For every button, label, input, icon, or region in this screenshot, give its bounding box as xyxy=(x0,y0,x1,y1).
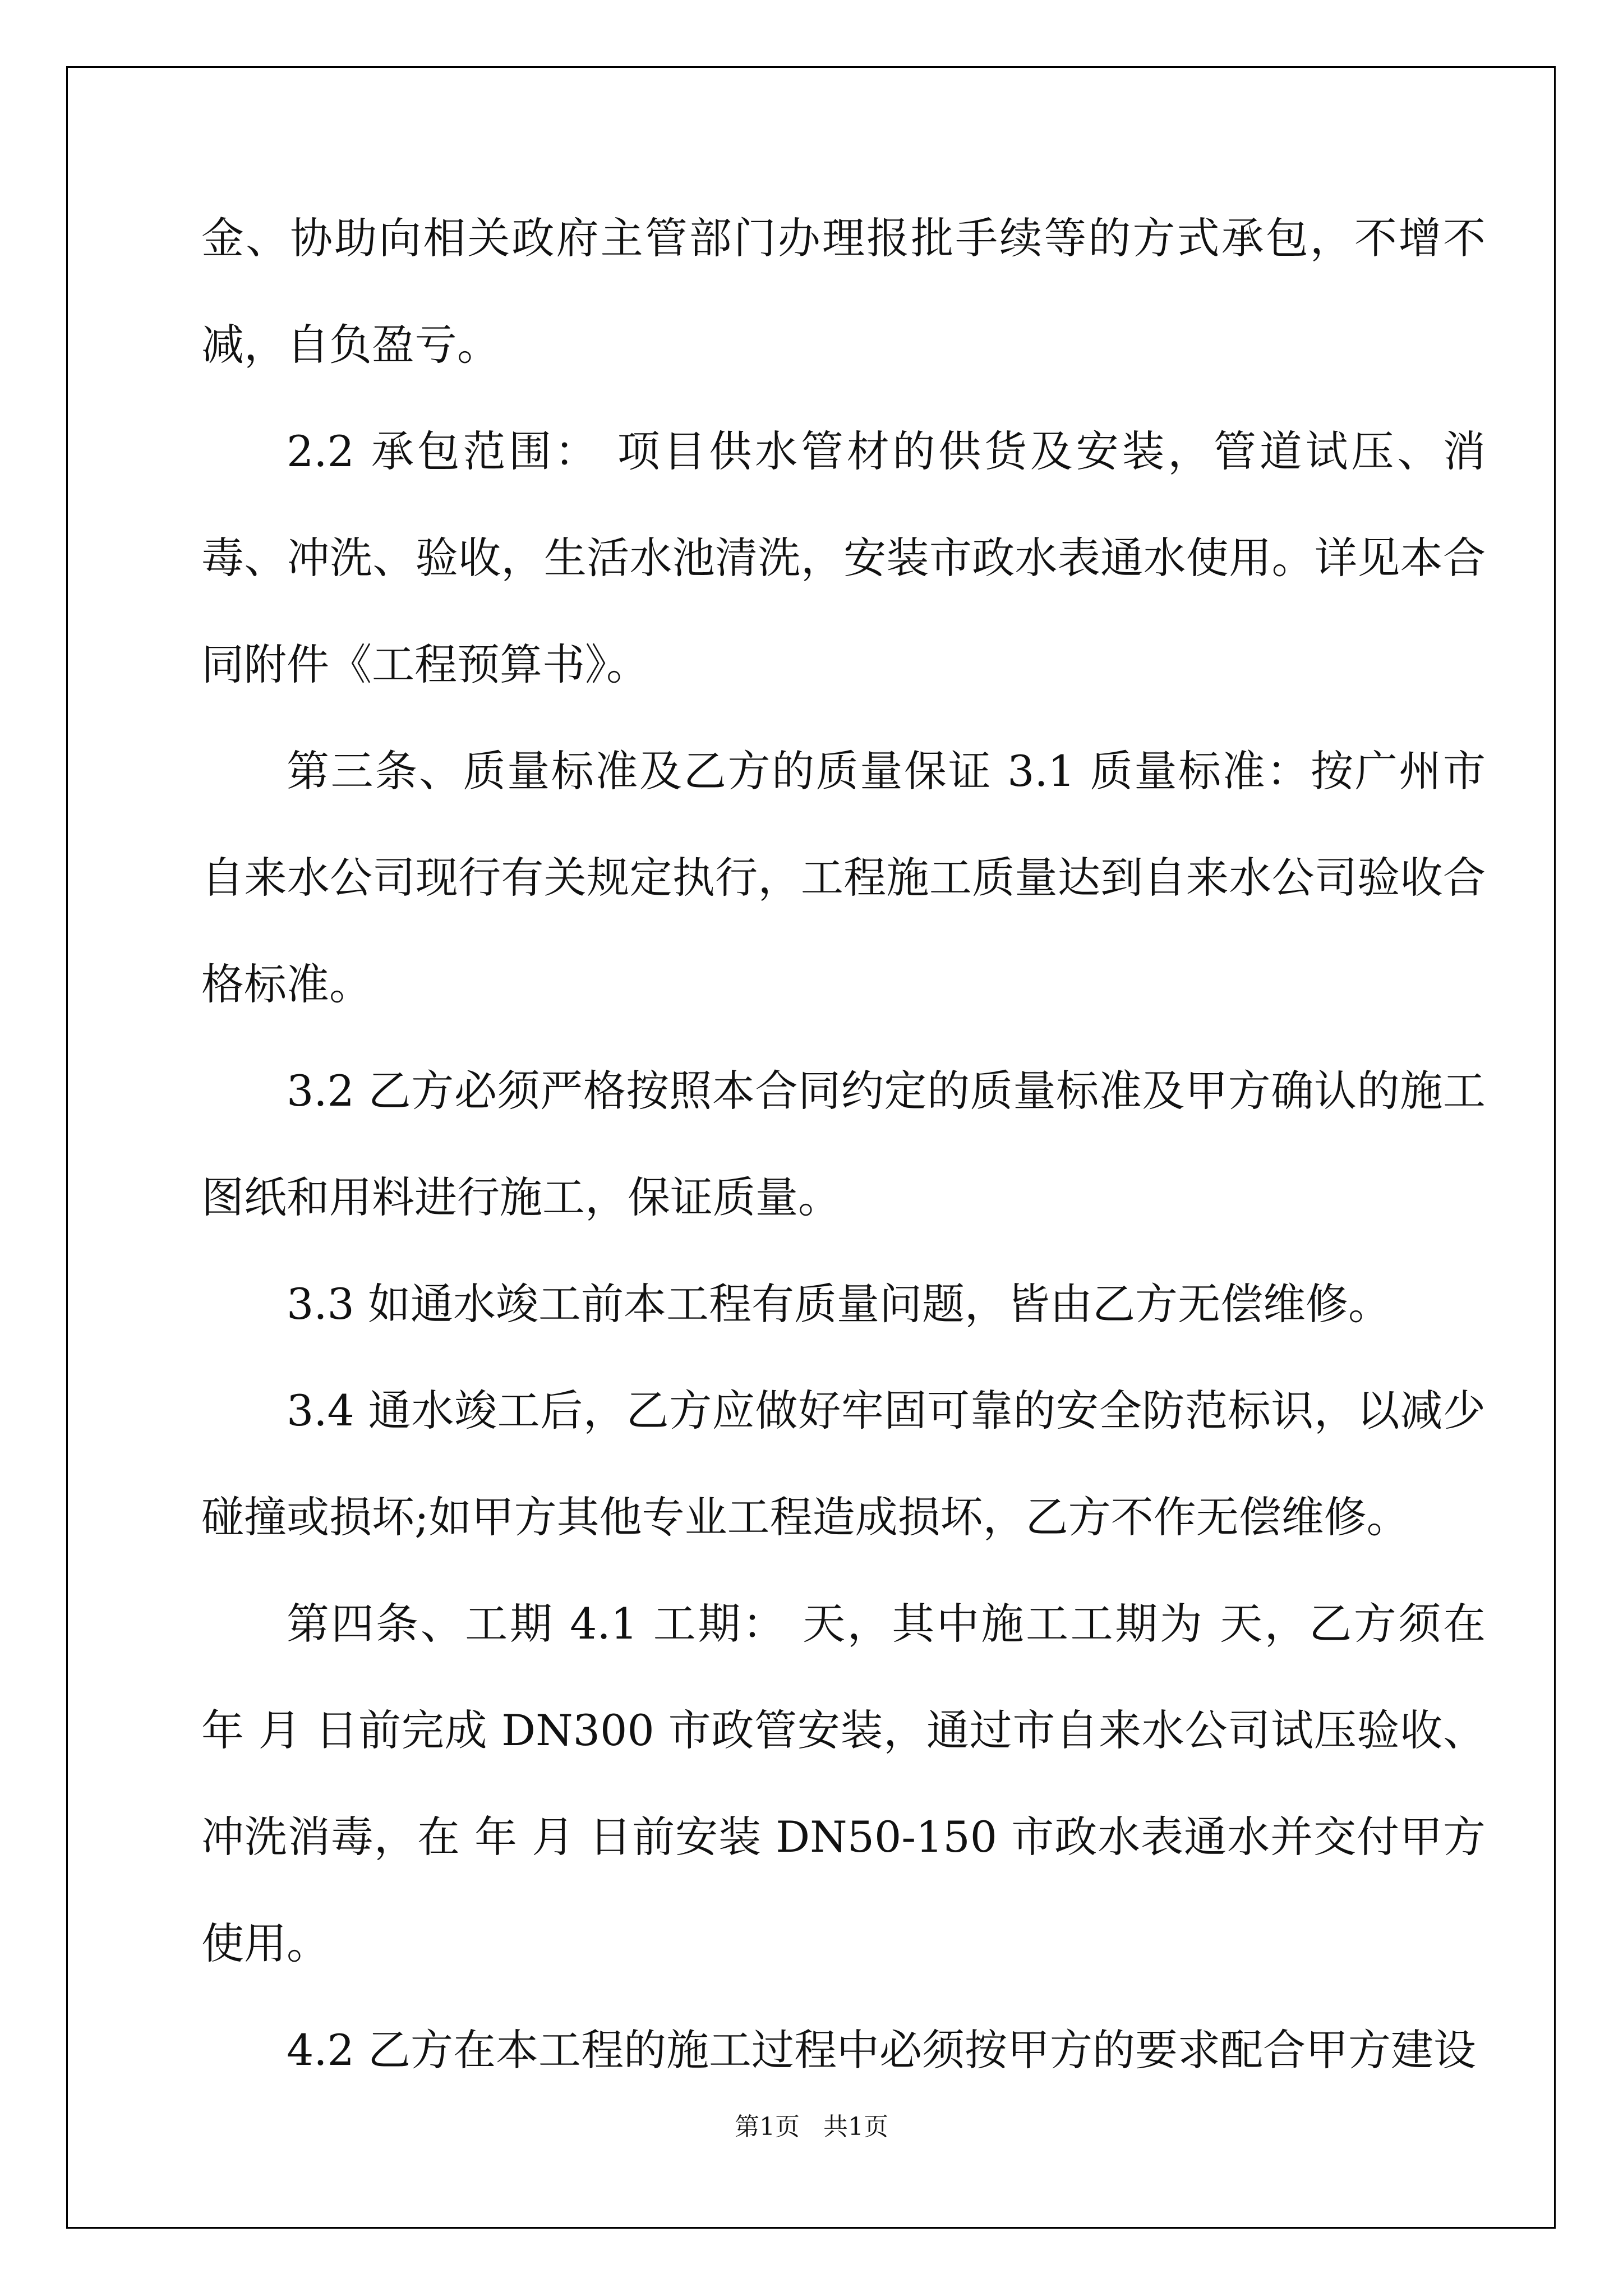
page-footer: 第1页 共1页 xyxy=(735,2113,888,2141)
paragraph-1: 金、协助向相关政府主管部门办理报批手续等的方式承包，不增不减，自负盈亏。 xyxy=(201,213,1486,370)
paragraph-3: 第三条、质量标准及乙方的质量保证 3.1 质量标准：按广州市自来水公司现行有关规定执行，工程施工质量达到自来水公司验收合格标准。 xyxy=(201,746,1486,1009)
document-body xyxy=(201,185,1486,2104)
paragraph-5: 3.3 如通水竣工前本工程有质量问题，皆由乙方无偿维修。 xyxy=(287,1279,1391,1329)
paragraph-8: 4.2 乙方在本工程的施工过程中必须按甲方的要求配合甲方建设 xyxy=(287,2025,1477,2075)
paragraph-2: 2.2 承包范围： 项目供水管材的供货及安装，管道试压、消毒、冲洗、验收，生活水池清洗，安装市政水表通水使用。详见本合同附件《工程预算书》。 xyxy=(201,426,1486,689)
paragraph-6: 3.4 通水竣工后，乙方应做好牢固可靠的安全防范标识，以减少碰撞或损坏;如甲方其他专业工程造成损坏，乙方不作无偿维修。 xyxy=(201,1386,1486,1542)
paragraph-4: 3.2 乙方必须严格按照本合同约定的质量标准及甲方确认的施工图纸和用料进行施工，保证质量。 xyxy=(201,1066,1486,1222)
paragraph-7: 第四条、工期 4.1 工期： 天，其中施工工期为 天，乙方须在 年 月 日前完成 DN300 市政管安装，通过市自来水公司试压验收、冲洗消毒，在 年 月 日前安装 DN50-150 市政水表通水并交付甲方使用。 xyxy=(201,1599,1486,1968)
